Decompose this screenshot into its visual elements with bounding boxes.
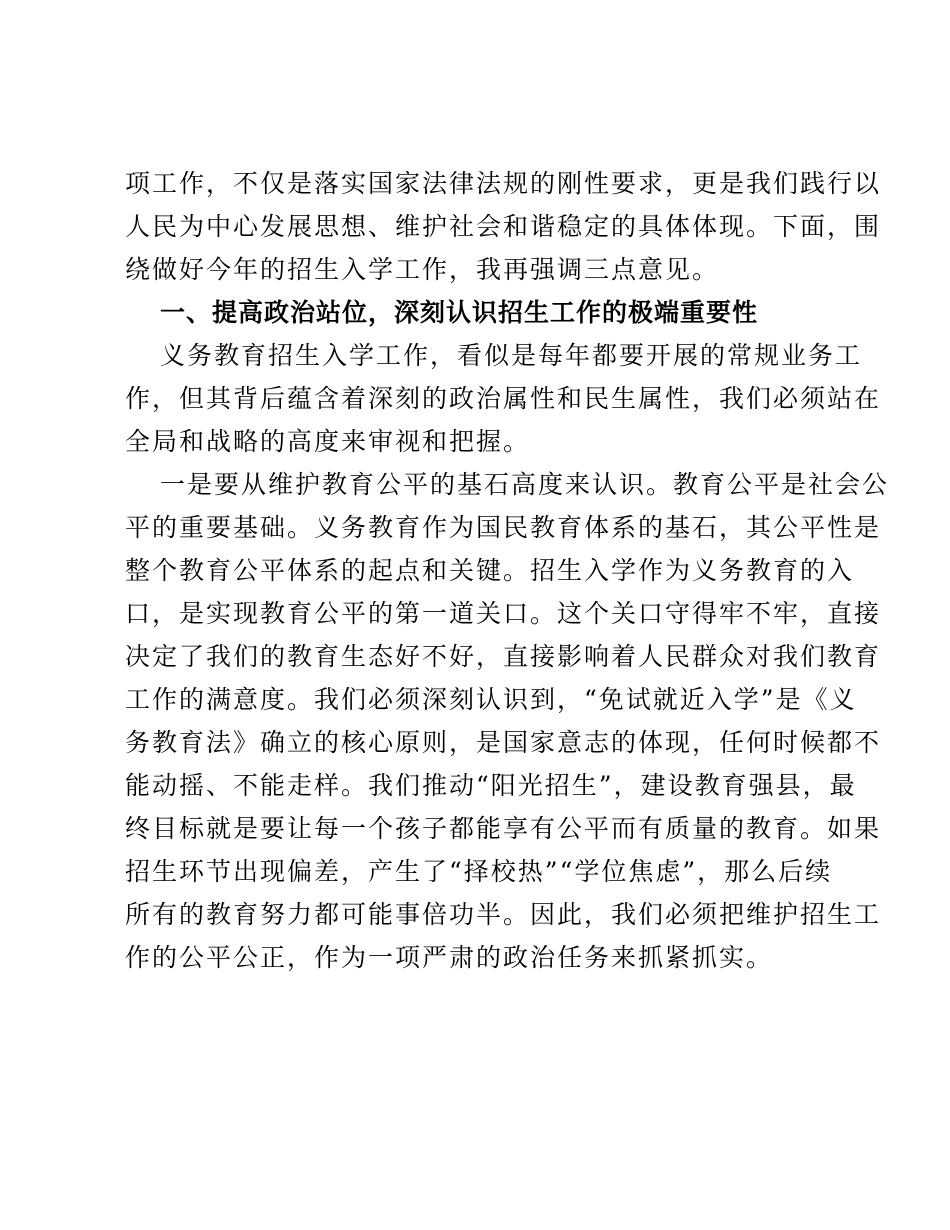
body-text-line: 作的公平公正，作为一项严肃的政治任务来抓紧抓实。 [125,943,774,972]
body-text-line: 全局和战略的高度来审视和把握。 [125,427,531,456]
body-text-line: 义务教育招生入学工作，看似是每年都要开展的常规业务工 [160,341,863,370]
body-text-line: 务教育法》确立的核心原则，是国家意志的体现，任何时候都不 [125,728,882,757]
body-text-line: 平的重要基础。义务教育作为国民教育体系的基石，其公平性是 [125,513,882,542]
body-text-line: 决定了我们的教育生态好不好，直接影响着人民群众对我们教育 [125,642,882,671]
body-text-line: 整个教育公平体系的起点和关键。招生入学作为义务教育的入 [125,556,855,585]
section-heading: 一、提高政治站位，深刻认识招生工作的极端重要性 [160,298,759,327]
body-text-line: 招生环节出现偏差，产生了“择校热”“学位焦虑”，那么后续 [125,857,833,886]
body-text-line: 人民为中心发展思想、维护社会和谐稳定的具体体现。下面，围 [125,212,882,241]
body-text-line: 终目标就是要让每一个孩子都能享有公平而有质量的教育。如果 [125,814,882,843]
body-text-line: 工作的满意度。我们必须深刻认识到，“免试就近入学”是《义 [125,685,857,714]
body-text-line: 能动摇、不能走样。我们推动“阳光招生”，建设教育强县，最 [125,771,857,800]
body-text-line: 绕做好今年的招生入学工作，我再强调三点意见。 [125,255,720,284]
body-text-line: 所有的教育努力都可能事倍功半。因此，我们必须把维护招生工 [125,900,882,929]
body-text-line: 项工作，不仅是落实国家法律法规的刚性要求，更是我们践行以 [125,169,882,198]
body-text-line: 口，是实现教育公平的第一道关口。这个关口守得牢不牢，直接 [125,599,882,628]
body-text-line: 作，但其背后蕴含着深刻的政治属性和民生属性，我们必须站在 [125,384,882,413]
body-text-line: 一是要从维护教育公平的基石高度来认识。教育公平是社会公 [160,470,890,499]
